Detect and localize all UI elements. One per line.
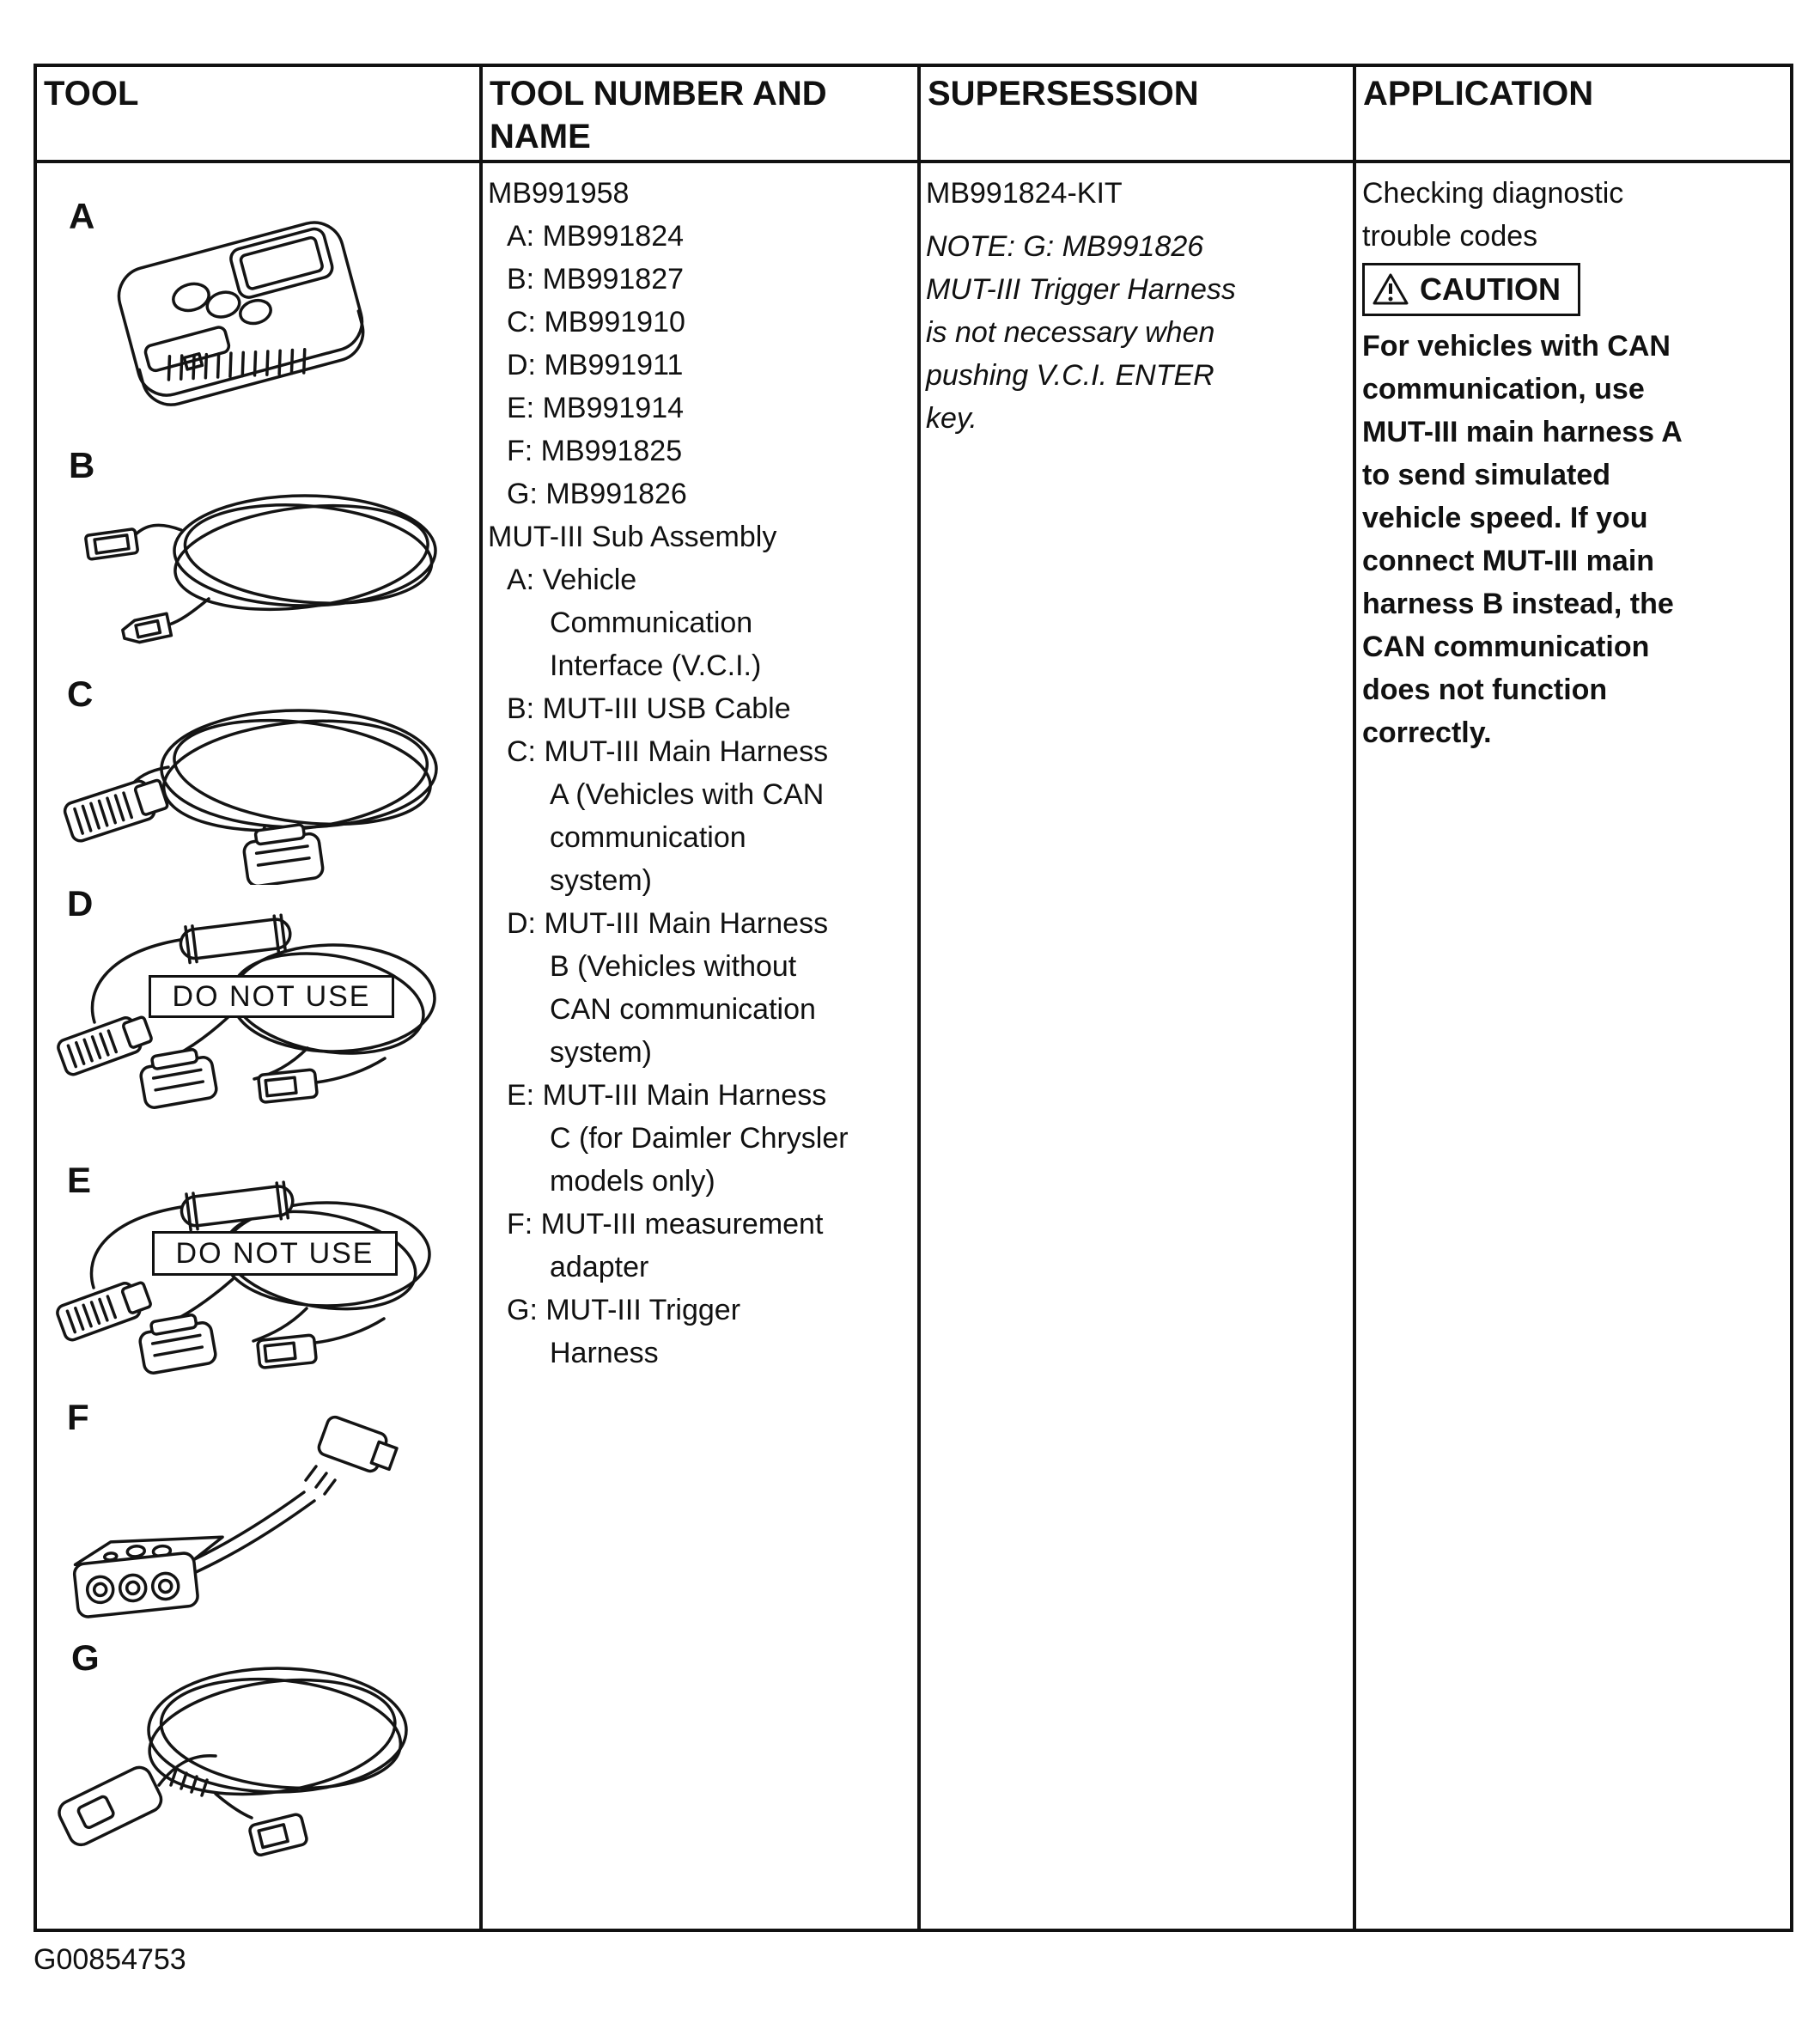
caution-text-line: to send simulated xyxy=(1362,459,1611,491)
component-line: models only) xyxy=(550,1165,715,1198)
column-separator-3 xyxy=(1353,67,1356,1929)
header-supersession: SUPERSESSION xyxy=(928,75,1199,113)
caution-text xyxy=(1362,325,1787,754)
component-line: adapter xyxy=(550,1251,649,1283)
column-separator-2 xyxy=(917,67,921,1929)
component-line: A: Vehicle xyxy=(507,564,637,596)
caution-text-line: For vehicles with CAN xyxy=(1362,330,1671,363)
application-line: trouble codes xyxy=(1362,220,1538,253)
component-line: Harness xyxy=(550,1337,659,1369)
do-not-use-label-d: DO NOT USE xyxy=(149,975,394,1018)
component-line: CAN communication xyxy=(550,993,816,1026)
tool-figures-column xyxy=(37,163,479,1929)
component-line: communication xyxy=(550,821,746,854)
supersession-kit-number: MB991824-KIT xyxy=(926,177,1123,210)
component-line: system) xyxy=(550,864,652,897)
part-number-line: A: MB991824 xyxy=(507,220,685,253)
part-number-line: G: MB991826 xyxy=(507,478,687,510)
do-not-use-label-e: DO NOT USE xyxy=(152,1231,398,1276)
header-tool-number-line2: NAME xyxy=(490,118,591,155)
warning-triangle-icon xyxy=(1372,272,1409,307)
component-line: C: MUT-III Main Harness xyxy=(507,735,829,768)
tool-label-c: C xyxy=(67,674,94,714)
component-line: B (Vehicles without xyxy=(550,950,797,983)
part-number-line: E: MB991914 xyxy=(507,392,685,424)
supersession-note xyxy=(926,225,1342,440)
part-number-line: B: MB991827 xyxy=(507,263,685,296)
component-line: Communication xyxy=(550,607,753,639)
component-line: system) xyxy=(550,1036,652,1069)
figure-code: G00854753 xyxy=(33,1943,186,1976)
note-line: NOTE: G: MB991826 xyxy=(926,230,1204,263)
main-harness-a-illustration xyxy=(58,692,449,885)
usb-cable-illustration xyxy=(80,468,449,661)
component-line: G: MUT-III Trigger xyxy=(507,1294,741,1326)
tool-label-e: E xyxy=(67,1160,92,1200)
caution-text-line: connect MUT-III main xyxy=(1362,545,1655,577)
caution-text-line: harness B instead, the xyxy=(1362,588,1674,620)
caution-label: CAUTION xyxy=(1420,271,1561,307)
tool-number-cell xyxy=(488,172,907,1375)
component-line: Interface (V.C.I.) xyxy=(550,649,762,682)
component-line: A (Vehicles with CAN xyxy=(550,778,825,811)
tool-label-g: G xyxy=(71,1637,100,1678)
component-line: C (for Daimler Chrysler xyxy=(550,1122,849,1155)
caution-text-line: vehicle speed. If you xyxy=(1362,502,1648,534)
part-number-line: C: MB991910 xyxy=(507,306,685,338)
header-tool-number xyxy=(483,67,922,163)
header-tool: TOOL xyxy=(44,75,139,113)
component-line: F: MUT-III measurement xyxy=(507,1208,824,1240)
note-line: MUT-III Trigger Harness xyxy=(926,273,1236,306)
tool-label-d: D xyxy=(67,883,94,924)
note-line: pushing V.C.I. ENTER xyxy=(926,359,1214,392)
application-cell xyxy=(1362,172,1787,754)
vci-device-illustration xyxy=(101,210,385,421)
component-line: D: MUT-III Main Harness xyxy=(507,907,829,940)
header-application: APPLICATION xyxy=(1363,75,1594,113)
note-line: key. xyxy=(926,402,977,435)
tool-label-f: F xyxy=(67,1397,89,1437)
supersession-cell xyxy=(926,172,1342,440)
caution-box xyxy=(1362,263,1580,316)
caution-text-line: MUT-III main harness A xyxy=(1362,416,1683,448)
header-tool-number-line1: TOOL NUMBER AND xyxy=(490,75,827,113)
component-line: E: MUT-III Main Harness xyxy=(507,1079,827,1112)
caution-text-line: correctly. xyxy=(1362,716,1492,749)
part-number-line: F: MB991825 xyxy=(507,435,683,467)
caution-text-line: does not function xyxy=(1362,674,1608,706)
trigger-harness-illustration xyxy=(47,1634,417,1859)
tool-label-a: A xyxy=(69,196,95,236)
tool-label-b: B xyxy=(69,445,95,485)
part-number-line: D: MB991911 xyxy=(507,349,684,381)
application-line: Checking diagnostic xyxy=(1362,177,1624,210)
note-line: is not necessary when xyxy=(926,316,1215,349)
part-number-line: MB991958 xyxy=(488,177,630,210)
component-line: B: MUT-III USB Cable xyxy=(507,692,791,725)
column-separator-1 xyxy=(479,67,483,1929)
special-tools-table xyxy=(33,64,1793,1932)
caution-text-line: communication, use xyxy=(1362,373,1645,405)
assembly-title-line: MUT-III Sub Assembly xyxy=(488,521,777,553)
measurement-adapter-illustration xyxy=(58,1413,406,1619)
caution-text-line: CAN communication xyxy=(1362,631,1650,663)
